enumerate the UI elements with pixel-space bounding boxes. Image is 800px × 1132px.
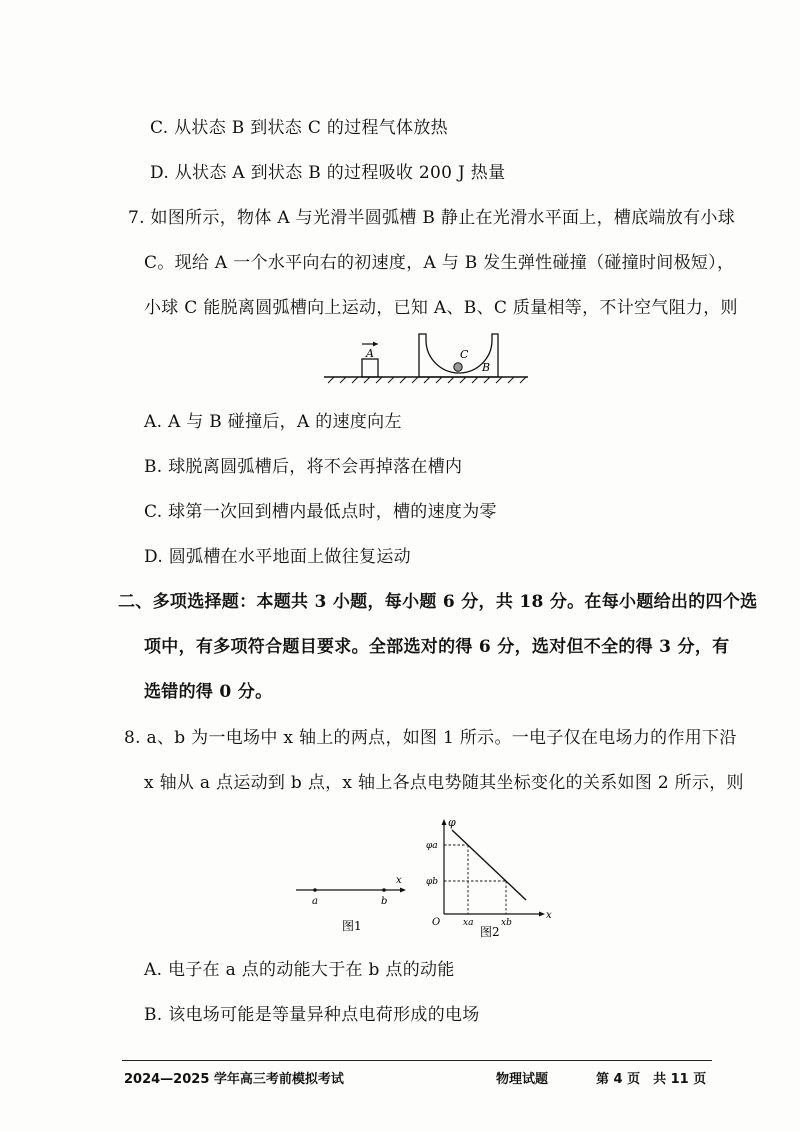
footer-exam-title: 2024—2025 学年高三考前模拟考试 xyxy=(124,1072,344,1087)
ball-c xyxy=(454,363,462,371)
q7-option-a: A. A 与 B 碰撞后，A 的速度向左 xyxy=(144,412,402,432)
q6-option-d: D. 从状态 A 到状态 B 的过程吸收 200 J 热量 xyxy=(150,163,506,183)
section2-line3: 选错的得 0 分。 xyxy=(144,682,273,702)
q8-stem-line1: 8. a、b 为一电场中 x 轴上的两点，如图 1 所示。一电子仅在电场力的作用下沿 xyxy=(124,728,737,748)
fig2-label-phi-a: φa xyxy=(426,841,438,851)
fig2-potential-line xyxy=(452,830,526,900)
q7-option-d: D. 圆弧槽在水平地面上做往复运动 xyxy=(144,547,411,567)
q7-option-b: B. 球脱离圆弧槽后，将不会再掉落在槽内 xyxy=(144,457,463,477)
label-a: A xyxy=(366,347,374,360)
fig2-y-arrowhead xyxy=(442,819,447,825)
q7-option-c: C. 球第一次回到槽内最低点时，槽的速度为零 xyxy=(144,502,497,522)
fig2-caption: 图2 xyxy=(480,925,500,938)
label-b: B xyxy=(482,361,491,374)
q8-option-a: A. 电子在 a 点的动能大于在 b 点的动能 xyxy=(144,960,455,980)
velocity-arrowhead xyxy=(373,342,378,347)
fig1-caption: 图1 xyxy=(342,919,362,933)
section2-line1: 二、多项选择题：本题共 3 小题，每小题 6 分，共 18 分。在每小题给出的四个选 xyxy=(118,592,758,612)
q7-figure xyxy=(322,330,532,390)
fig2-label-xa: xa xyxy=(463,918,474,928)
footer-page-number: 第 4 页 共 11 页 xyxy=(596,1072,707,1087)
fig2-label-phi-b: φb xyxy=(426,877,439,887)
fig2-label-phi: φ xyxy=(448,816,456,829)
q8-figure2 xyxy=(422,814,562,938)
fig2-label-origin: O xyxy=(432,917,441,928)
q7-stem-line1: 7. 如图所示，物体 A 与光滑半圆弧槽 B 静止在光滑水平面上，槽底端放有小球 xyxy=(128,208,736,228)
q7-stem-line3: 小球 C 能脱离圆弧槽向上运动，已知 A、B、C 质量相等，不计空气阻力，则 xyxy=(144,298,738,318)
fig1-label-x: x xyxy=(396,875,402,886)
label-c: C xyxy=(460,348,469,361)
q7-ground-hatch xyxy=(328,377,526,383)
block-a xyxy=(362,359,378,377)
fig2-label-xb: xb xyxy=(501,918,512,928)
fig1-point-b xyxy=(382,888,386,892)
fig2-label-x: x xyxy=(546,910,552,921)
fig1-axis-arrowhead xyxy=(400,888,406,893)
fig2-guides xyxy=(444,845,506,914)
section2-line2: 项中，有多项符合题目要求。全部选对的得 6 分，选对但不全的得 3 分，有 xyxy=(144,637,730,657)
q8-option-b: B. 该电场可能是等量异种点电荷形成的电场 xyxy=(144,1005,480,1025)
q8-figure1 xyxy=(290,868,420,938)
q6-option-c: C. 从状态 B 到状态 C 的过程气体放热 xyxy=(150,118,448,138)
fig1-label-b: b xyxy=(381,896,388,907)
q8-stem-line2: x 轴从 a 点运动到 b 点，x 轴上各点电势随其坐标变化的关系如图 2 所示，则 xyxy=(144,773,744,793)
q7-stem-line2: C。现给 A 一个水平向右的初速度，A 与 B 发生弹性碰撞（碰撞时间极短）， xyxy=(144,253,735,273)
footer-subject: 物理试题 xyxy=(496,1072,549,1087)
fig1-label-a: a xyxy=(312,896,318,907)
fig2-x-arrowhead xyxy=(539,912,545,917)
fig1-point-a xyxy=(313,888,317,892)
footer-rule xyxy=(122,1060,712,1061)
